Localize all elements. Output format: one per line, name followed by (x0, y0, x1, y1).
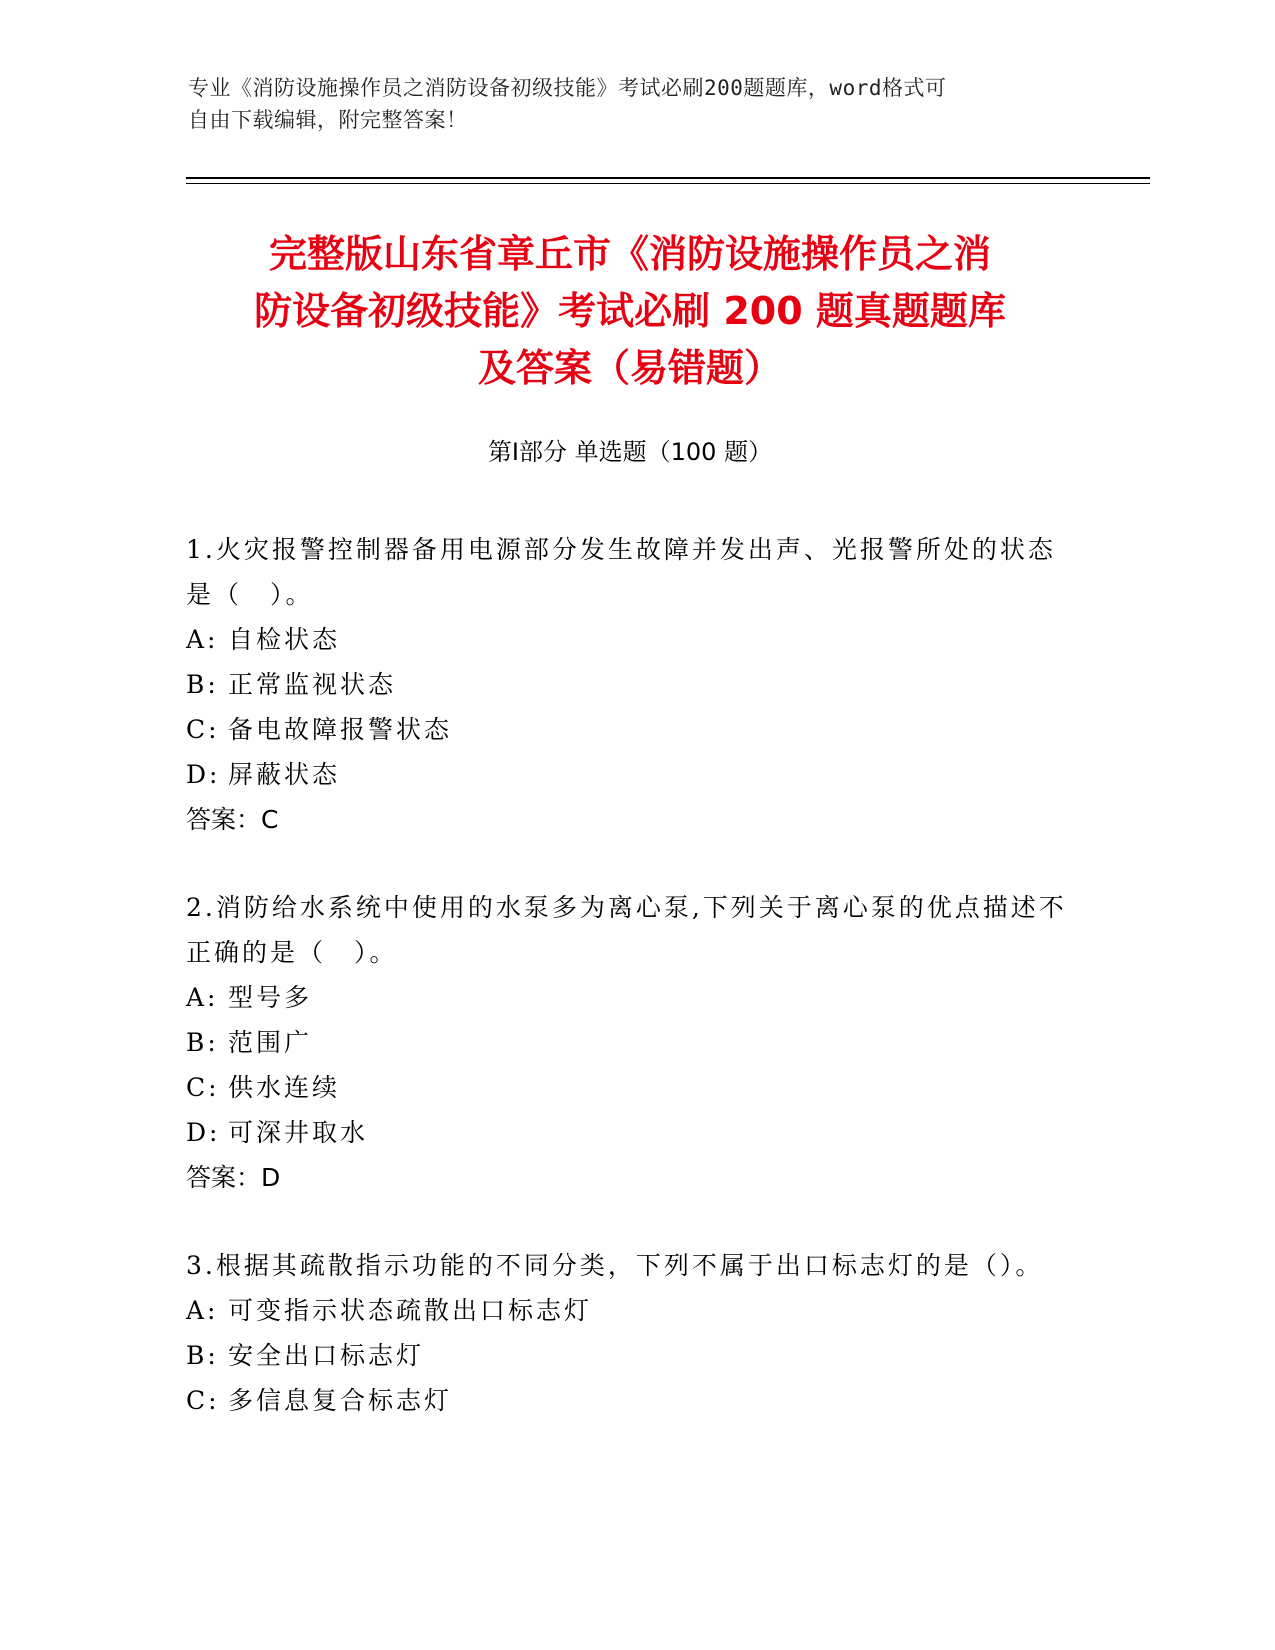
question-text: 3.根据其疏散指示功能的不同分类，下列不属于出口标志灯的是（）。 (186, 1251, 1044, 1280)
answer: 答案：C (186, 805, 279, 834)
question-list (186, 527, 1074, 1466)
option-key: A: (186, 625, 219, 654)
option-text: 型号多 (228, 983, 313, 1012)
question-1 (186, 527, 1074, 842)
header-line-2: 自由下载编辑，附完整答案！ (188, 108, 468, 132)
option-key: B: (186, 1341, 219, 1370)
question-2 (186, 885, 1074, 1200)
option-text: 可变指示状态疏散出口标志灯 (228, 1296, 593, 1325)
option-text: 供水连续 (228, 1073, 341, 1102)
option-a (186, 1288, 1074, 1333)
option-d (186, 752, 1074, 797)
option-text: 安全出口标志灯 (228, 1341, 425, 1370)
option-key: C: (186, 1386, 220, 1415)
option-key: C: (186, 715, 220, 744)
option-c (186, 1065, 1074, 1110)
document-title (186, 226, 1074, 397)
option-key: D: (186, 1118, 221, 1147)
question-text: 1.火灾报警控制器备用电源部分发生故障并发出声、光报警所处的状态是（ ）。 (186, 535, 1056, 609)
option-key: A: (186, 983, 219, 1012)
question-text: 2.消防给水系统中使用的水泵多为离心泵,下列关于离心泵的优点描述不正确的是（ ）。 (186, 893, 1067, 967)
option-text: 正常监视状态 (228, 670, 397, 699)
title-line-3: 及答案（易错题） (477, 346, 782, 390)
option-c (186, 1378, 1074, 1423)
option-key: B: (186, 1028, 219, 1057)
option-text: 自检状态 (228, 625, 341, 654)
header-line-1: 专业《消防设施操作员之消防设备初级技能》考试必刷200题题库，word格式可 (188, 76, 947, 100)
option-text: 屏蔽状态 (228, 760, 341, 789)
option-key: B: (186, 670, 219, 699)
option-b (186, 1333, 1074, 1378)
answer: 答案：D (186, 1163, 281, 1192)
header-divider-thick (186, 177, 1150, 179)
option-text: 可深井取水 (228, 1118, 369, 1147)
option-b (186, 662, 1074, 707)
option-a (186, 617, 1074, 662)
option-key: C: (186, 1073, 220, 1102)
option-d (186, 1110, 1074, 1155)
option-key: D: (186, 760, 221, 789)
title-line-2: 防设备初级技能》考试必刷 200 题真题题库 (254, 289, 1006, 333)
option-key: A: (186, 1296, 219, 1325)
option-text: 备电故障报警状态 (228, 715, 453, 744)
option-text: 范围广 (228, 1028, 313, 1057)
option-text: 多信息复合标志灯 (228, 1386, 453, 1415)
option-a (186, 975, 1074, 1020)
option-b (186, 1020, 1074, 1065)
document-header (188, 72, 1068, 136)
section-title: 第Ⅰ部分 单选题（100 题） (487, 438, 773, 466)
option-c (186, 707, 1074, 752)
question-3 (186, 1243, 1074, 1423)
header-divider-thin (186, 183, 1150, 184)
title-line-1: 完整版山东省章丘市《消防设施操作员之消 (268, 232, 991, 276)
